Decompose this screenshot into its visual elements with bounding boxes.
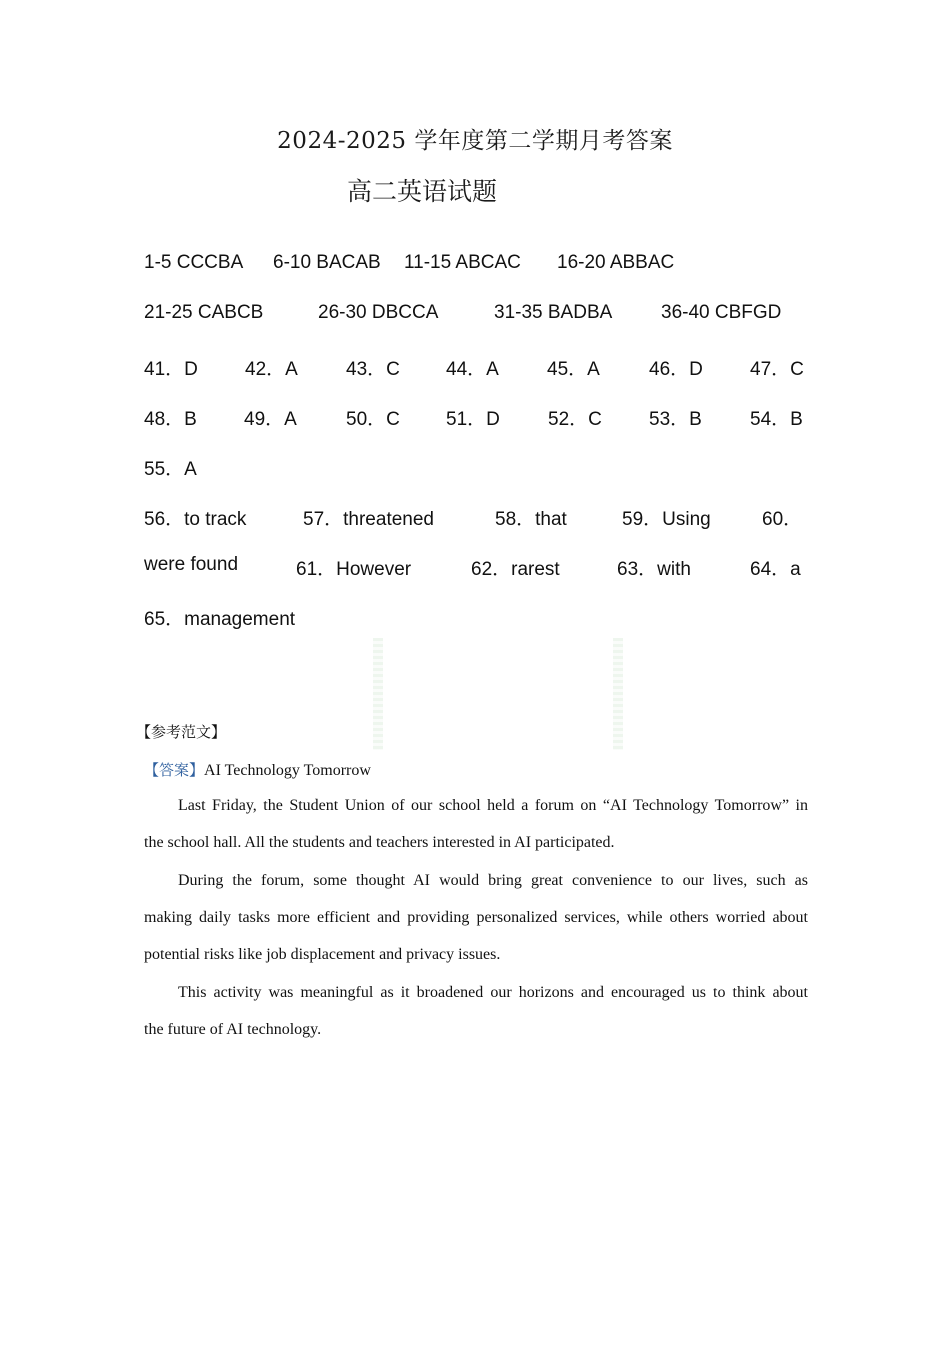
fill-answer: 63．with bbox=[617, 559, 691, 580]
answer-group: 11-15 ABCAC bbox=[404, 252, 521, 273]
essay-text-line: the school hall. All the students and teachers interested in AI participated. bbox=[144, 834, 615, 851]
fill-answer: 58．that bbox=[495, 509, 567, 530]
fill-answers-row-3 bbox=[144, 604, 808, 634]
fill-answer: 62．rarest bbox=[471, 559, 560, 580]
answer-groups-row-1 bbox=[144, 252, 808, 282]
answer-group: 21-25 CABCB bbox=[144, 302, 264, 323]
answer-item: 49．A bbox=[244, 409, 297, 430]
answer-item: 55．A bbox=[144, 459, 197, 480]
essay-text-line: Last Friday, the Student Union of our school held a forum on “AI Technology Tomorrow” in bbox=[178, 797, 808, 814]
answer-items-row-3 bbox=[144, 454, 808, 484]
answer-item: 44．A bbox=[446, 359, 499, 380]
watermark-strip bbox=[373, 638, 383, 750]
essay-text-line: During the forum, some thought AI would bring great convenience to our lives, such as bbox=[178, 872, 808, 889]
answer-item: 42．A bbox=[245, 359, 298, 380]
answer-item: 43．C bbox=[346, 359, 400, 380]
watermark-strip bbox=[613, 638, 623, 750]
essay-text-line: This activity was meaningful as it broadened our horizons and encouraged us to think about bbox=[178, 984, 808, 1001]
answer-tag: 【答案】 bbox=[144, 761, 205, 779]
answer-item: 54．B bbox=[750, 409, 803, 430]
answer-item: 47．C bbox=[750, 359, 804, 380]
essay-text-line: making daily tasks more efficient and providing personalized services, while others worried about bbox=[144, 909, 808, 926]
answer-item: 41．D bbox=[144, 359, 198, 380]
fill-answers-row-1 bbox=[144, 504, 808, 534]
answer-group: 31-35 BADBA bbox=[494, 302, 613, 323]
page-title: 2024-2025 学年度第二学期月考答案 bbox=[277, 128, 673, 154]
answer-group: 36-40 CBFGD bbox=[661, 302, 782, 323]
answer-items-row-1 bbox=[144, 354, 808, 384]
fill-answer: were found bbox=[144, 554, 239, 575]
answer-groups-row-2 bbox=[144, 302, 808, 332]
answer-item: 51．D bbox=[446, 409, 500, 430]
answer-group: 26-30 DBCCA bbox=[318, 302, 439, 323]
answer-group: 1-5 CCCBA bbox=[144, 252, 244, 273]
fill-answer: 59．Using bbox=[622, 509, 711, 530]
fill-answers-row-2 bbox=[144, 554, 808, 584]
fill-answer: 64．a bbox=[750, 559, 801, 580]
essay-text-line: potential risks like job displacement and privacy issues. bbox=[144, 946, 501, 963]
answer-item: 45．A bbox=[547, 359, 600, 380]
answer-item: 53．B bbox=[649, 409, 702, 430]
answer-item: 46．D bbox=[649, 359, 703, 380]
answer-items-row-2 bbox=[144, 404, 808, 434]
fill-answer: 57．threatened bbox=[303, 509, 434, 530]
fill-answer: 56．to track bbox=[144, 509, 247, 530]
fill-answer: 65．management bbox=[144, 609, 296, 630]
answer-group: 16-20 ABBAC bbox=[557, 252, 675, 273]
essay-text-line: the future of AI technology. bbox=[144, 1021, 322, 1038]
answer-item: 48．B bbox=[144, 409, 197, 430]
essay-section-label: 【参考范文】 bbox=[136, 723, 227, 741]
answer-group: 6-10 BACAB bbox=[273, 252, 381, 273]
essay-title: AI Technology Tomorrow bbox=[204, 762, 371, 779]
answer-item: 50．C bbox=[346, 409, 400, 430]
fill-answer: 60． bbox=[762, 509, 803, 530]
answer-item: 52．C bbox=[548, 409, 602, 430]
essay-title-line bbox=[144, 759, 371, 780]
fill-answer: 61．However bbox=[296, 559, 412, 580]
page-subtitle: 高二英语试题 bbox=[347, 177, 498, 206]
